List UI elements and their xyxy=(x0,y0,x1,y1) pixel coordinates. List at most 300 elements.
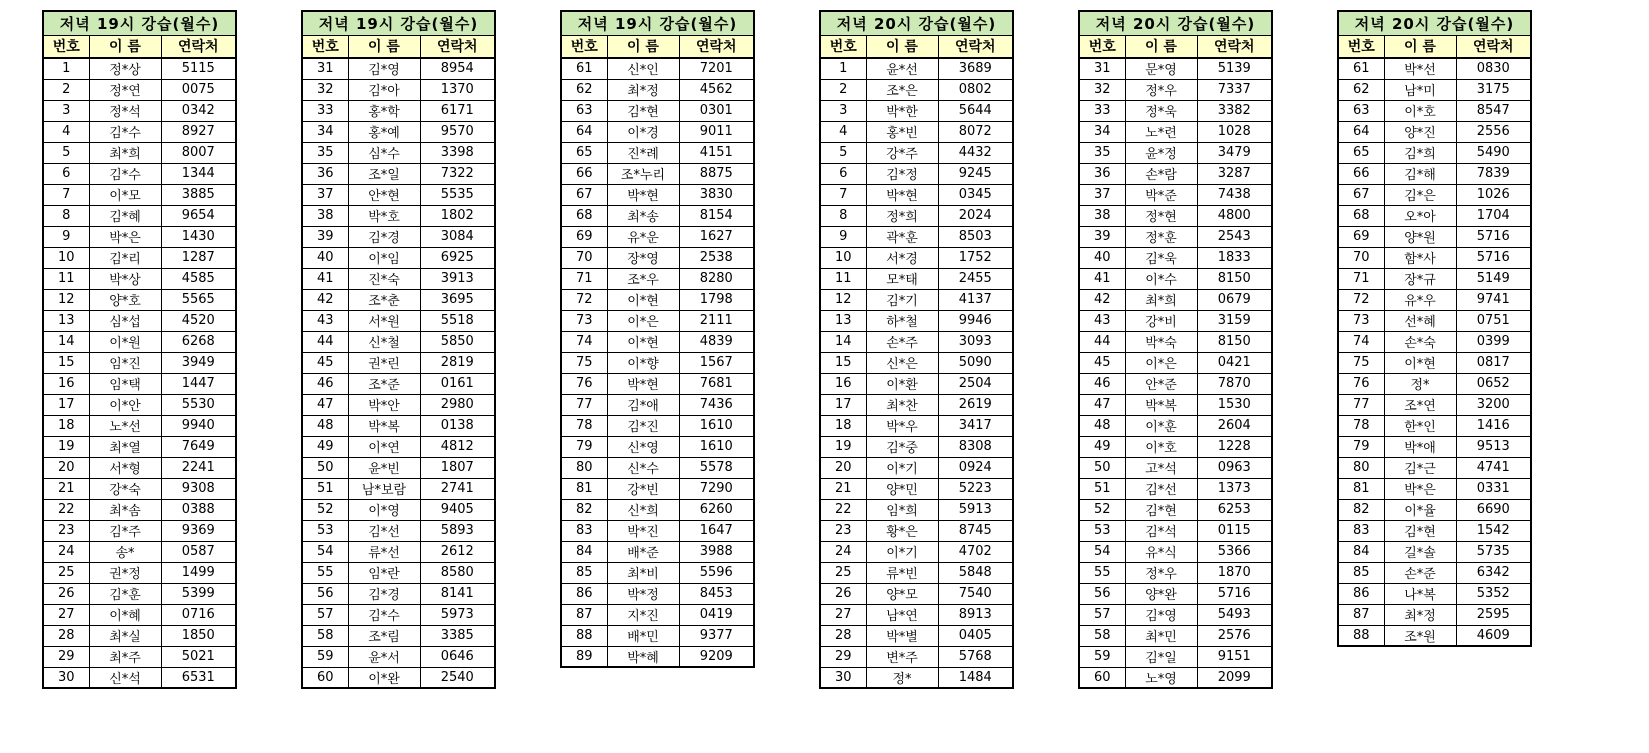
table-row xyxy=(302,58,495,79)
cell-name: 박*숙 xyxy=(1125,331,1197,352)
cell-no: 27 xyxy=(43,604,89,625)
cell-no: 37 xyxy=(1079,184,1125,205)
cell-contact: 2543 xyxy=(1197,226,1272,247)
cell-name: 정*우 xyxy=(1125,79,1197,100)
cell-contact: 1542 xyxy=(1456,520,1531,541)
table-title: 저녁 19시 강습(월수) xyxy=(43,11,236,35)
cell-no: 32 xyxy=(302,79,348,100)
column-header-contact: 연락처 xyxy=(1197,35,1272,58)
table-row xyxy=(302,142,495,163)
cell-name: 김*석 xyxy=(1125,520,1197,541)
cell-contact: 9308 xyxy=(161,478,236,499)
table-row xyxy=(43,415,236,436)
table-header-row xyxy=(561,35,754,58)
table-row xyxy=(1079,373,1272,394)
cell-no: 36 xyxy=(302,163,348,184)
cell-contact: 5848 xyxy=(938,562,1013,583)
table-row xyxy=(820,667,1013,688)
cell-no: 11 xyxy=(43,268,89,289)
cell-no: 34 xyxy=(302,121,348,142)
cell-contact: 2604 xyxy=(1197,415,1272,436)
table-row xyxy=(1338,289,1531,310)
cell-no: 19 xyxy=(43,436,89,457)
cell-name: 이*호 xyxy=(1384,100,1456,121)
table-row xyxy=(302,625,495,646)
table-row xyxy=(1079,583,1272,604)
cell-contact: 7201 xyxy=(679,58,754,79)
table-row xyxy=(820,604,1013,625)
table-row xyxy=(302,457,495,478)
table-title-row xyxy=(561,11,754,35)
cell-contact: 8007 xyxy=(161,142,236,163)
cell-no: 26 xyxy=(43,583,89,604)
cell-name: 심*수 xyxy=(348,142,420,163)
cell-no: 21 xyxy=(820,478,866,499)
cell-no: 19 xyxy=(820,436,866,457)
cell-contact: 8141 xyxy=(420,583,495,604)
cell-no: 49 xyxy=(1079,436,1125,457)
roster-body xyxy=(1338,58,1531,646)
cell-no: 88 xyxy=(1338,625,1384,646)
cell-no: 75 xyxy=(561,352,607,373)
table-row xyxy=(561,373,754,394)
cell-name: 정*욱 xyxy=(1125,100,1197,121)
cell-name: 김*현 xyxy=(607,100,679,121)
cell-no: 83 xyxy=(1338,520,1384,541)
cell-name: 노*련 xyxy=(1125,121,1197,142)
table-row xyxy=(1338,268,1531,289)
cell-no: 50 xyxy=(302,457,348,478)
cell-name: 안*현 xyxy=(348,184,420,205)
cell-contact: 1627 xyxy=(679,226,754,247)
cell-name: 이*훈 xyxy=(1125,415,1197,436)
table-row xyxy=(561,289,754,310)
cell-contact: 7322 xyxy=(420,163,495,184)
table-row xyxy=(43,331,236,352)
cell-no: 15 xyxy=(43,352,89,373)
roster-table xyxy=(1337,10,1532,647)
cell-name: 이*향 xyxy=(607,352,679,373)
column-header-no: 번호 xyxy=(561,35,607,58)
table-row xyxy=(561,520,754,541)
table-row xyxy=(302,478,495,499)
cell-no: 86 xyxy=(1338,583,1384,604)
cell-name: 강*숙 xyxy=(89,478,161,499)
cell-no: 18 xyxy=(43,415,89,436)
cell-name: 박*안 xyxy=(348,394,420,415)
table-row xyxy=(1338,205,1531,226)
cell-no: 69 xyxy=(1338,226,1384,247)
table-row xyxy=(302,163,495,184)
cell-no: 77 xyxy=(1338,394,1384,415)
cell-name: 손*준 xyxy=(1384,562,1456,583)
cell-no: 23 xyxy=(43,520,89,541)
cell-contact: 7438 xyxy=(1197,184,1272,205)
cell-contact: 6253 xyxy=(1197,499,1272,520)
table-row xyxy=(1338,478,1531,499)
table-row xyxy=(302,268,495,289)
cell-contact: 2241 xyxy=(161,457,236,478)
cell-no: 88 xyxy=(561,625,607,646)
table-row xyxy=(561,142,754,163)
cell-name: 김*근 xyxy=(1384,457,1456,478)
cell-name: 박*별 xyxy=(866,625,938,646)
cell-no: 29 xyxy=(820,646,866,667)
column-header-contact: 연락처 xyxy=(938,35,1013,58)
cell-name: 권*린 xyxy=(348,352,420,373)
table-row xyxy=(43,667,236,688)
table-row xyxy=(302,415,495,436)
cell-contact: 1802 xyxy=(420,205,495,226)
cell-contact: 5518 xyxy=(420,310,495,331)
cell-contact: 3287 xyxy=(1197,163,1272,184)
cell-contact: 2504 xyxy=(938,373,1013,394)
table-row xyxy=(302,121,495,142)
cell-name: 최*열 xyxy=(89,436,161,457)
roster-table xyxy=(301,10,496,689)
table-row xyxy=(820,625,1013,646)
table-row xyxy=(561,247,754,268)
table-row xyxy=(1338,58,1531,79)
cell-name: 이*호 xyxy=(1125,436,1197,457)
cell-contact: 1430 xyxy=(161,226,236,247)
table-row xyxy=(302,79,495,100)
cell-no: 13 xyxy=(820,310,866,331)
cell-name: 권*정 xyxy=(89,562,161,583)
cell-no: 4 xyxy=(820,121,866,142)
cell-contact: 5578 xyxy=(679,457,754,478)
cell-no: 57 xyxy=(1079,604,1125,625)
cell-contact: 4432 xyxy=(938,142,1013,163)
cell-no: 37 xyxy=(302,184,348,205)
cell-no: 48 xyxy=(302,415,348,436)
cell-no: 44 xyxy=(1079,331,1125,352)
cell-contact: 4800 xyxy=(1197,205,1272,226)
cell-contact: 1798 xyxy=(679,289,754,310)
cell-contact: 3417 xyxy=(938,415,1013,436)
cell-name: 이*현 xyxy=(607,331,679,352)
cell-no: 27 xyxy=(820,604,866,625)
cell-no: 34 xyxy=(1079,121,1125,142)
table-row xyxy=(820,352,1013,373)
cell-contact: 2538 xyxy=(679,247,754,268)
cell-no: 66 xyxy=(1338,163,1384,184)
table-row xyxy=(561,310,754,331)
cell-name: 류*선 xyxy=(348,541,420,562)
cell-no: 41 xyxy=(302,268,348,289)
table-row xyxy=(1079,541,1272,562)
cell-no: 2 xyxy=(43,79,89,100)
roster-table xyxy=(560,10,755,668)
cell-contact: 0421 xyxy=(1197,352,1272,373)
cell-name: 손*숙 xyxy=(1384,331,1456,352)
cell-name: 배*민 xyxy=(607,625,679,646)
table-row xyxy=(43,625,236,646)
cell-contact: 4741 xyxy=(1456,457,1531,478)
cell-no: 64 xyxy=(1338,121,1384,142)
cell-name: 박*정 xyxy=(607,583,679,604)
cell-name: 유*우 xyxy=(1384,289,1456,310)
cell-name: 김*현 xyxy=(1384,520,1456,541)
table-row xyxy=(302,226,495,247)
table-row xyxy=(43,352,236,373)
cell-no: 87 xyxy=(1338,604,1384,625)
table-row xyxy=(302,205,495,226)
table-row xyxy=(561,226,754,247)
table-row xyxy=(561,352,754,373)
cell-name: 박*진 xyxy=(607,520,679,541)
cell-name: 정*우 xyxy=(1125,562,1197,583)
cell-contact: 8280 xyxy=(679,268,754,289)
column-header-name: 이 름 xyxy=(348,35,420,58)
cell-name: 양*호 xyxy=(89,289,161,310)
cell-name: 남*미 xyxy=(1384,79,1456,100)
cell-contact: 5115 xyxy=(161,58,236,79)
cell-contact: 1704 xyxy=(1456,205,1531,226)
cell-name: 이*기 xyxy=(866,541,938,562)
cell-contact: 1447 xyxy=(161,373,236,394)
cell-contact: 8954 xyxy=(420,58,495,79)
cell-no: 51 xyxy=(1079,478,1125,499)
cell-name: 서*형 xyxy=(89,457,161,478)
cell-no: 25 xyxy=(820,562,866,583)
cell-no: 58 xyxy=(1079,625,1125,646)
cell-contact: 5768 xyxy=(938,646,1013,667)
table-row xyxy=(1338,184,1531,205)
cell-name: 박*복 xyxy=(348,415,420,436)
roster-body xyxy=(820,58,1013,688)
cell-contact: 7839 xyxy=(1456,163,1531,184)
cell-contact: 4562 xyxy=(679,79,754,100)
table-row xyxy=(43,646,236,667)
cell-contact: 5149 xyxy=(1456,268,1531,289)
cell-no: 3 xyxy=(43,100,89,121)
table-row xyxy=(561,562,754,583)
table-row xyxy=(1079,163,1272,184)
table-row xyxy=(1079,310,1272,331)
table-row xyxy=(302,646,495,667)
cell-no: 76 xyxy=(561,373,607,394)
cell-name: 이*경 xyxy=(607,121,679,142)
cell-contact: 0345 xyxy=(938,184,1013,205)
table-row xyxy=(1079,562,1272,583)
cell-no: 14 xyxy=(820,331,866,352)
cell-no: 81 xyxy=(1338,478,1384,499)
cell-no: 43 xyxy=(302,310,348,331)
cell-name: 임*란 xyxy=(348,562,420,583)
cell-contact: 0963 xyxy=(1197,457,1272,478)
cell-contact: 6531 xyxy=(161,667,236,688)
table-row xyxy=(820,79,1013,100)
cell-contact: 4812 xyxy=(420,436,495,457)
cell-contact: 5716 xyxy=(1456,226,1531,247)
cell-contact: 4702 xyxy=(938,541,1013,562)
cell-no: 38 xyxy=(1079,205,1125,226)
table-row xyxy=(1079,415,1272,436)
table-row xyxy=(1079,625,1272,646)
cell-name: 최*찬 xyxy=(866,394,938,415)
table-row xyxy=(1338,415,1531,436)
cell-contact: 5021 xyxy=(161,646,236,667)
table-row xyxy=(302,667,495,688)
cell-contact: 1807 xyxy=(420,457,495,478)
cell-no: 53 xyxy=(1079,520,1125,541)
cell-contact: 3830 xyxy=(679,184,754,205)
table-title-row xyxy=(1338,11,1531,35)
table-row xyxy=(1079,289,1272,310)
table-row xyxy=(820,520,1013,541)
cell-contact: 0924 xyxy=(938,457,1013,478)
cell-no: 68 xyxy=(1338,205,1384,226)
table-row xyxy=(561,205,754,226)
cell-no: 31 xyxy=(1079,58,1125,79)
cell-name: 이*은 xyxy=(1125,352,1197,373)
table-row xyxy=(1079,205,1272,226)
cell-no: 24 xyxy=(43,541,89,562)
cell-no: 29 xyxy=(43,646,89,667)
cell-name: 곽*훈 xyxy=(866,226,938,247)
cell-contact: 7436 xyxy=(679,394,754,415)
cell-no: 69 xyxy=(561,226,607,247)
cell-contact: 1870 xyxy=(1197,562,1272,583)
cell-contact: 5644 xyxy=(938,100,1013,121)
table-row xyxy=(302,289,495,310)
cell-contact: 1567 xyxy=(679,352,754,373)
cell-contact: 9369 xyxy=(161,520,236,541)
table-row xyxy=(1079,394,1272,415)
cell-name: 신*수 xyxy=(607,457,679,478)
cell-name: 신*철 xyxy=(348,331,420,352)
column-header-no: 번호 xyxy=(302,35,348,58)
roster-body xyxy=(1079,58,1272,688)
cell-contact: 8580 xyxy=(420,562,495,583)
cell-name: 손*람 xyxy=(1125,163,1197,184)
table-row xyxy=(561,394,754,415)
cell-no: 51 xyxy=(302,478,348,499)
cell-name: 김*해 xyxy=(1384,163,1456,184)
cell-contact: 4151 xyxy=(679,142,754,163)
cell-name: 홍*예 xyxy=(348,121,420,142)
table-row xyxy=(1338,625,1531,646)
cell-contact: 3382 xyxy=(1197,100,1272,121)
table-row xyxy=(43,226,236,247)
table-row xyxy=(561,625,754,646)
table-row xyxy=(1338,541,1531,562)
cell-name: 장*영 xyxy=(607,247,679,268)
table-row xyxy=(1079,478,1272,499)
cell-contact: 7337 xyxy=(1197,79,1272,100)
cell-name: 문*영 xyxy=(1125,58,1197,79)
table-row xyxy=(1079,58,1272,79)
cell-contact: 1028 xyxy=(1197,121,1272,142)
cell-name: 이*현 xyxy=(607,289,679,310)
cell-no: 44 xyxy=(302,331,348,352)
cell-name: 최*희 xyxy=(1125,289,1197,310)
cell-contact: 1530 xyxy=(1197,394,1272,415)
cell-name: 진*숙 xyxy=(348,268,420,289)
cell-no: 33 xyxy=(1079,100,1125,121)
cell-name: 김*아 xyxy=(348,79,420,100)
column-header-no: 번호 xyxy=(1079,35,1125,58)
cell-no: 57 xyxy=(302,604,348,625)
table-row xyxy=(43,436,236,457)
column-header-contact: 연락처 xyxy=(679,35,754,58)
table-title-row xyxy=(43,11,236,35)
table-row xyxy=(302,436,495,457)
cell-contact: 1228 xyxy=(1197,436,1272,457)
cell-no: 10 xyxy=(43,247,89,268)
cell-name: 김*수 xyxy=(89,163,161,184)
cell-contact: 3913 xyxy=(420,268,495,289)
table-row xyxy=(820,184,1013,205)
cell-contact: 9654 xyxy=(161,205,236,226)
table-row xyxy=(561,331,754,352)
cell-no: 30 xyxy=(820,667,866,688)
cell-no: 63 xyxy=(1338,100,1384,121)
cell-name: 강*빈 xyxy=(607,478,679,499)
table-title-row xyxy=(302,11,495,35)
cell-contact: 8745 xyxy=(938,520,1013,541)
cell-name: 노*선 xyxy=(89,415,161,436)
cell-no: 45 xyxy=(302,352,348,373)
table-row xyxy=(1079,331,1272,352)
cell-name: 이*원 xyxy=(89,331,161,352)
table-row xyxy=(1079,268,1272,289)
cell-contact: 3385 xyxy=(420,625,495,646)
cell-name: 서*경 xyxy=(866,247,938,268)
table-header-row xyxy=(43,35,236,58)
cell-name: 박*애 xyxy=(1384,436,1456,457)
cell-contact: 5893 xyxy=(420,520,495,541)
cell-contact: 7649 xyxy=(161,436,236,457)
cell-contact: 1416 xyxy=(1456,415,1531,436)
cell-contact: 5090 xyxy=(938,352,1013,373)
cell-name: 김*주 xyxy=(89,520,161,541)
cell-name: 이*안 xyxy=(89,394,161,415)
cell-name: 조*준 xyxy=(348,373,420,394)
cell-contact: 6690 xyxy=(1456,499,1531,520)
cell-contact: 6925 xyxy=(420,247,495,268)
cell-contact: 2024 xyxy=(938,205,1013,226)
column-header-name: 이 름 xyxy=(607,35,679,58)
cell-no: 28 xyxy=(43,625,89,646)
table-row xyxy=(820,205,1013,226)
table-row xyxy=(1079,646,1272,667)
table-row xyxy=(820,142,1013,163)
table-row xyxy=(561,646,754,667)
table-title: 저녁 20시 강습(월수) xyxy=(820,11,1013,35)
cell-name: 강*비 xyxy=(1125,310,1197,331)
table-row xyxy=(302,562,495,583)
cell-no: 40 xyxy=(302,247,348,268)
cell-no: 79 xyxy=(1338,436,1384,457)
cell-name: 박*은 xyxy=(89,226,161,247)
cell-no: 5 xyxy=(43,142,89,163)
cell-contact: 5535 xyxy=(420,184,495,205)
table-row xyxy=(1338,352,1531,373)
cell-contact: 5530 xyxy=(161,394,236,415)
table-title: 저녁 20시 강습(월수) xyxy=(1338,11,1531,35)
cell-no: 82 xyxy=(561,499,607,520)
table-row xyxy=(1338,142,1531,163)
cell-no: 1 xyxy=(820,58,866,79)
cell-name: 하*철 xyxy=(866,310,938,331)
cell-no: 89 xyxy=(561,646,607,667)
cell-no: 71 xyxy=(1338,268,1384,289)
cell-name: 유*식 xyxy=(1125,541,1197,562)
cell-contact: 5490 xyxy=(1456,142,1531,163)
cell-name: 김*정 xyxy=(866,163,938,184)
